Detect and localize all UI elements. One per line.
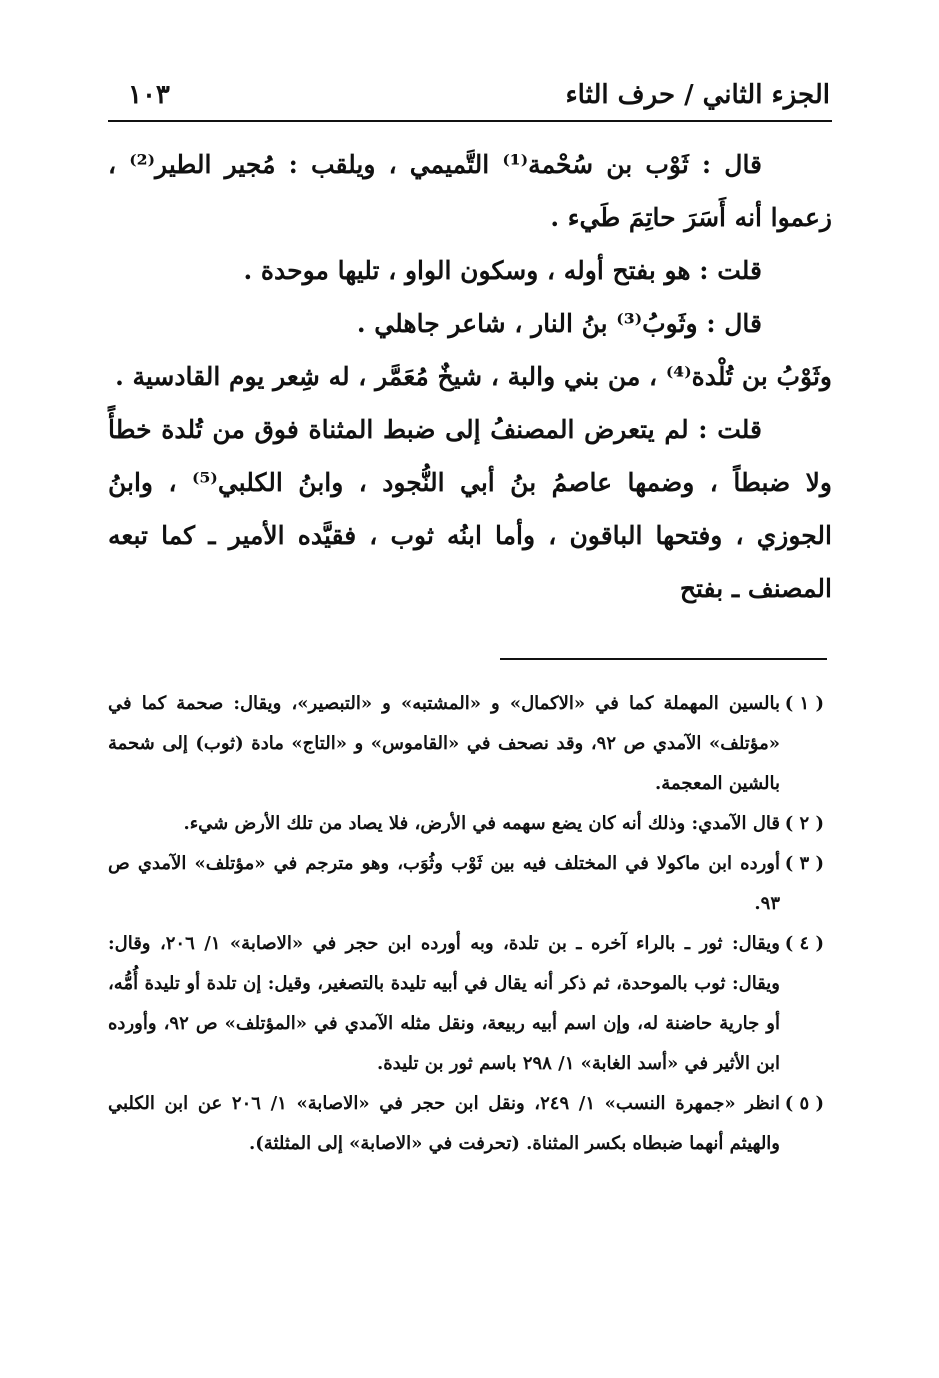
footnote-text: بالسين المهملة كما في «الاكمال» و «المشتبه» و «التبصير»، ويقال: صحمة كما في «مؤتلف» الآمدي ص ٩٢، وقد نصحف في «القاموس» و «التاج» مادة (ثوب) إلى شحمة بالشين المعجمة. <box>108 693 780 794</box>
footnote <box>108 924 824 1084</box>
paragraph-3: قال : وثَوبُ⁽³⁾ بنُ النار ، شاعر جاهلي . <box>356 309 762 338</box>
footnote-text: أورده ابن ماكولا في المختلف فيه بين ثَوْب وثُوَب، وهو مترجم في «مؤتلف» الآمدي ص ٩٣. <box>108 853 780 914</box>
footnote-number: ( ٤ ) <box>784 933 824 954</box>
paragraph-5: قلت : لم يتعرض المصنفُ إلى ضبط المثناة فوق من تُلدة خطأً ولا ضبطاً ، وضمها عاصمُ بنُ أبي النُّجود ، وابنُ الكلبي⁽⁵⁾ ، وابنُ الجوزي ، وفتحها الباقون ، وأما ابنُه ثوب ، فقيَّده الأمير ـ كما تبعه المصنف ـ بفتح <box>108 415 832 603</box>
footnote-number: ( ١ ) <box>784 693 824 714</box>
footnotes <box>108 684 824 1164</box>
footnote <box>108 1084 824 1164</box>
page-number: ١٠٣ <box>128 80 170 110</box>
footnote-separator <box>500 658 827 660</box>
paragraph-2: قلت : هو بفتح أوله ، وسكون الواو ، تليها موحدة . <box>243 256 762 285</box>
footnote-number: ( ٢ ) <box>784 813 824 834</box>
footnote <box>108 844 824 924</box>
header-title: الجزء الثاني / حرف الثاء <box>565 80 830 110</box>
running-header <box>108 78 830 114</box>
footnote-text: ويقال: ثور ـ بالراء آخره ـ بن تلدة، وبه أورده ابن حجر في «الاصابة» ١/ ٢٠٦، وقال: ويقال: ثوب بالموحدة، ثم ذكر أنه يقال في أبيه تليدة بالتصغير، وقيل: إن تلدة أو تليدة أُمُّه، أو جارية حاضنة له، وإن اسم أبيه ربيعة، ونقل مثله الآمدي في «المؤتلف» ص ٩٢، وأورده ابن الأثير في «أسد الغابة» ١/ ٢٩٨ باسم ثور بن تليدة. <box>108 933 780 1074</box>
header-rule <box>108 120 832 122</box>
footnote-text: انظر «جمهرة النسب» ١/ ٢٤٩، ونقل ابن حجر في «الاصابة» ١/ ٢٠٦ عن ابن الكلبي والهيثم أنهما ضبطاه بكسر المثناة. (تحرفت في «الاصابة» إلى المثلثة). <box>108 1093 780 1154</box>
paragraph-1: قال : ثَوْب بن سُحْمة⁽¹⁾ التَّميمي ، ويلقب : مُجير الطير⁽²⁾ ، زعموا أنه أَسَرَ حاتِمَ طَيء . <box>108 150 832 232</box>
main-text <box>108 138 832 615</box>
footnote-number: ( ٥ ) <box>784 1093 824 1114</box>
footnote-number: ( ٣ ) <box>784 853 824 874</box>
footnote <box>108 684 824 804</box>
paragraph-4: وثَوْبُ بن تُلْدة⁽⁴⁾ ، من بني والبة ، شيخٌ مُعَمَّر ، له شِعر يوم القادسية . <box>115 362 832 391</box>
footnote <box>108 804 824 844</box>
footnote-text: قال الآمدي: وذلك أنه كان يضع سهمه في الأرض، فلا يصاد من تلك الأرض شيء. <box>183 813 780 834</box>
